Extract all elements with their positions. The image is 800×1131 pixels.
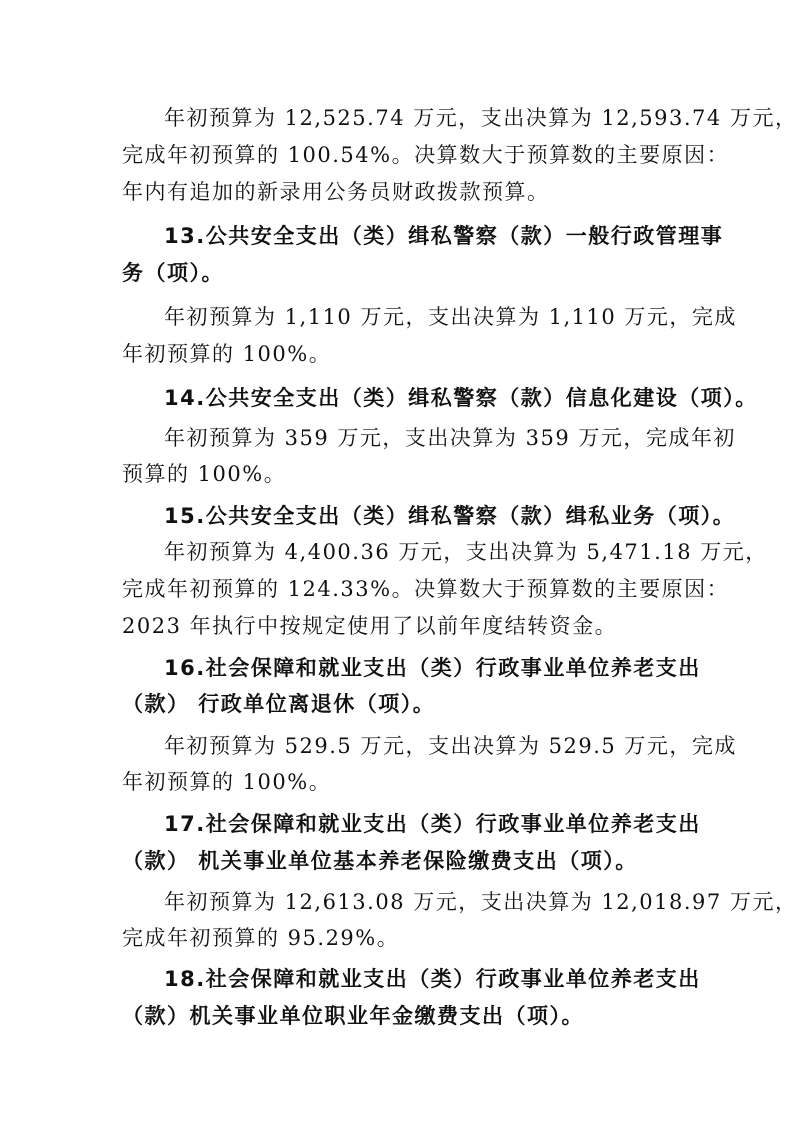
section-heading-14: 14.公共安全支出（类）缉私警察（款）信息化建设（项）。 [164, 386, 758, 410]
paragraph-line: 年初预算为 12,613.08 万元，支出决算为 12,018.97 万元， [164, 890, 798, 914]
paragraph-line: 2023 年执行中按规定使用了以前年度结转资金。 [122, 614, 618, 638]
section-heading-17-cont: （款） 机关事业单位基本养老保险缴费支出（项）。 [122, 849, 638, 873]
paragraph-line: 年初预算为 1,110 万元，支出决算为 1,110 万元，完成 [164, 305, 737, 329]
paragraph-line: 年初预算为 12,525.74 万元，支出决算为 12,593.74 万元， [164, 106, 798, 130]
section-heading-13: 13.公共安全支出（类）缉私警察（款）一般行政管理事 [164, 224, 724, 248]
paragraph-line: 年初预算的 100%。 [122, 342, 332, 366]
section-heading-16: 16.社会保障和就业支出（类）行政事业单位养老支出 [164, 656, 701, 680]
paragraph-line: 年初预算为 4,400.36 万元，支出决算为 5,471.18 万元， [164, 540, 768, 564]
paragraph-line: 完成年初预算的 124.33%。决算数大于预算数的主要原因： [122, 577, 730, 601]
paragraph-line: 年初预算为 529.5 万元，支出决算为 529.5 万元，完成 [164, 734, 737, 758]
paragraph-line: 预算的 100%。 [122, 462, 287, 486]
paragraph-line: 完成年初预算的 95.29%。 [122, 926, 400, 950]
paragraph-line: 年内有追加的新录用公务员财政拨款预算。 [122, 180, 550, 204]
paragraph-line: 完成年初预算的 100.54%。决算数大于预算数的主要原因： [122, 143, 730, 167]
section-heading-18: 18.社会保障和就业支出（类）行政事业单位养老支出 [164, 967, 701, 991]
section-heading-18-cont: （款）机关事业单位职业年金缴费支出（项）。 [122, 1004, 584, 1028]
section-heading-15: 15.公共安全支出（类）缉私警察（款）缉私业务（项）。 [164, 504, 736, 528]
paragraph-line: 年初预算的 100%。 [122, 770, 332, 794]
paragraph-line: 年初预算为 359 万元，支出决算为 359 万元，完成年初 [164, 426, 736, 450]
section-heading-13-cont: 务（项）。 [122, 261, 224, 285]
section-heading-17: 17.社会保障和就业支出（类）行政事业单位养老支出 [164, 812, 701, 836]
section-heading-16-cont: （款） 行政单位离退休（项）。 [122, 692, 436, 716]
